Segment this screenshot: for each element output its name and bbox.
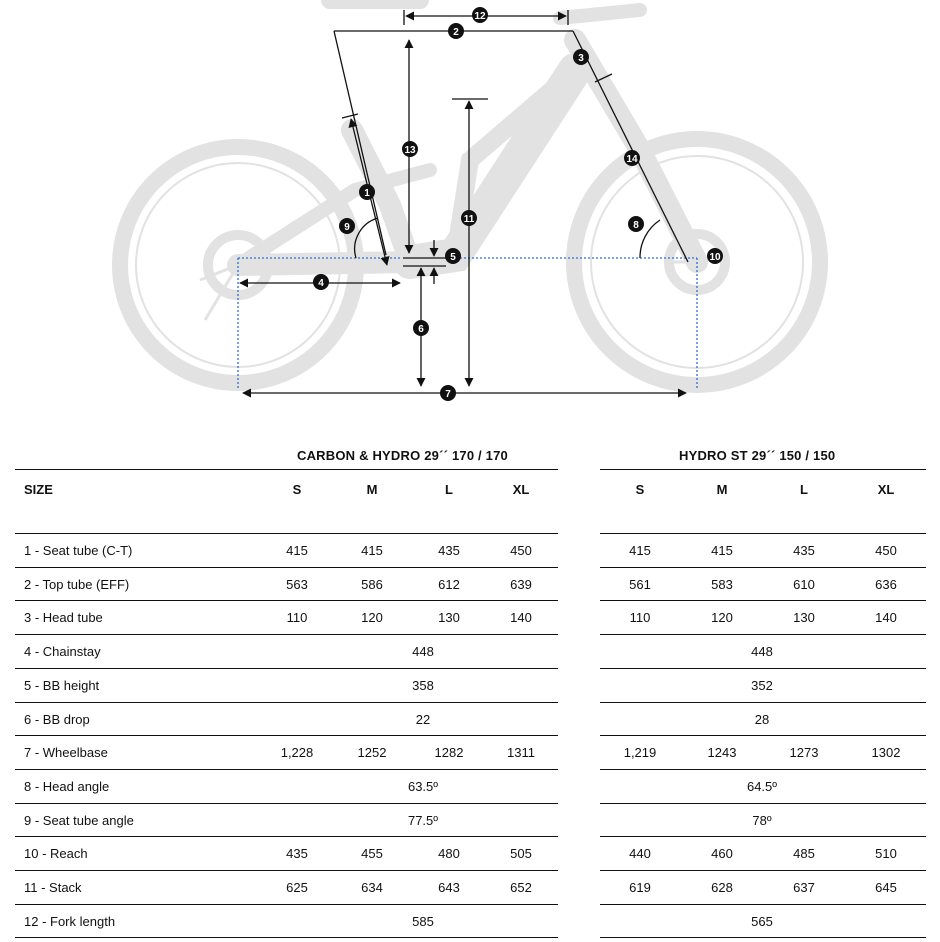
shared-value-cell: 565 — [751, 913, 773, 929]
size-value-cell: 140 — [875, 610, 897, 626]
size-m: M — [716, 482, 728, 497]
table-row — [600, 568, 926, 602]
row-label: 10 - Reach — [24, 846, 88, 862]
size-value-cell: 415 — [629, 543, 651, 558]
svg-text:13: 13 — [404, 145, 416, 156]
callout-14 — [624, 150, 640, 166]
size-value-cell: 583 — [711, 576, 733, 592]
callout-12 — [472, 7, 488, 23]
size-value-cell: 612 — [438, 576, 460, 592]
table-row — [600, 804, 926, 838]
callout-3 — [573, 49, 589, 65]
size-value-cell: 460 — [711, 846, 733, 862]
size-value-cell: 636 — [875, 576, 897, 592]
size-value-cell: 634 — [361, 880, 383, 895]
shared-value-cell: 585 — [412, 913, 434, 929]
size-value-cell: 110 — [629, 610, 651, 626]
row-label: 8 - Head angle — [24, 778, 110, 794]
shared-value-cell: 78º — [752, 812, 772, 828]
size-value-cell: 1,219 — [623, 745, 657, 761]
row-rule — [600, 937, 926, 938]
table-row — [15, 534, 558, 568]
shared-value-cell: 448 — [751, 644, 773, 660]
size-value-cell: 1273 — [789, 745, 819, 761]
size-value-cell: 586 — [361, 576, 383, 592]
size-xl: XL — [877, 482, 895, 497]
table-row — [15, 736, 558, 770]
size-value-cell: 1311 — [507, 745, 535, 761]
size-value-cell: 415 — [286, 543, 308, 558]
size-value-cell: 619 — [629, 880, 651, 895]
table-row — [600, 703, 926, 737]
callout-6 — [413, 320, 429, 336]
size-value-cell: 1252 — [357, 745, 387, 761]
table-row — [600, 736, 926, 770]
table-row — [15, 770, 558, 804]
row-label: 12 - Fork length — [24, 913, 116, 929]
callout-10 — [707, 248, 723, 264]
size-value-cell: 120 — [711, 610, 733, 626]
size-value-cell: 140 — [510, 610, 532, 626]
shared-value-cell: 358 — [412, 677, 434, 693]
size-s: S — [292, 482, 302, 497]
size-value-cell: 435 — [793, 543, 815, 558]
table-row — [600, 770, 926, 804]
size-value-cell: 637 — [793, 880, 815, 895]
size-value-cell: 561 — [629, 576, 651, 592]
svg-text:6: 6 — [418, 324, 424, 335]
table-row — [15, 871, 558, 905]
size-xl: XL — [512, 482, 530, 497]
size-value-cell: 435 — [286, 846, 308, 862]
size-value-cell: 485 — [793, 846, 815, 862]
svg-text:14: 14 — [626, 154, 638, 165]
size-m: M — [366, 482, 378, 497]
svg-text:2: 2 — [453, 27, 459, 38]
size-value-cell: 110 — [286, 610, 308, 626]
group-title-hydro-st: HYDRO ST 29´´ 150 / 150 — [679, 448, 836, 463]
table-row — [15, 905, 558, 939]
size-value-cell: 415 — [361, 543, 383, 558]
row-label: 6 - BB drop — [24, 711, 90, 727]
callout-7 — [440, 385, 456, 401]
shared-value-cell: 63.5º — [407, 778, 439, 794]
callout-1 — [359, 184, 375, 200]
svg-text:8: 8 — [633, 220, 639, 231]
svg-text:9: 9 — [344, 222, 350, 233]
table-row — [600, 635, 926, 669]
size-value-cell: 120 — [361, 610, 383, 626]
table-row — [600, 871, 926, 905]
svg-text:12: 12 — [474, 11, 486, 22]
size-header-row — [600, 440, 926, 497]
size-s: S — [635, 482, 645, 497]
table-row — [15, 669, 558, 703]
bike-silhouette — [120, 0, 820, 385]
size-value-cell: 1243 — [707, 745, 737, 761]
callout-4 — [313, 274, 329, 290]
size-value-cell: 645 — [875, 880, 897, 895]
svg-text:4: 4 — [318, 278, 324, 289]
size-value-cell: 440 — [629, 846, 651, 862]
table-row — [15, 568, 558, 602]
svg-text:3: 3 — [578, 53, 584, 64]
size-value-cell: 415 — [711, 543, 733, 558]
size-value-cell: 652 — [510, 880, 532, 895]
size-value-cell: 625 — [286, 880, 308, 895]
size-value-cell: 1282 — [434, 745, 464, 761]
table-row — [600, 669, 926, 703]
size-value-cell: 510 — [875, 846, 897, 862]
size-l: L — [800, 482, 808, 497]
size-value-cell: 1,228 — [280, 745, 314, 761]
row-label: 4 - Chainstay — [24, 644, 101, 660]
size-value-cell: 435 — [438, 543, 460, 558]
table-row — [15, 601, 558, 635]
callout-2 — [448, 23, 464, 39]
callout-13 — [402, 141, 418, 157]
geometry-diagram — [0, 0, 940, 420]
size-value-cell: 455 — [361, 846, 383, 862]
size-value-cell: 480 — [438, 846, 460, 862]
callout-8 — [628, 216, 644, 232]
callout-11 — [461, 210, 477, 226]
svg-text:11: 11 — [463, 214, 475, 225]
size-l: L — [445, 482, 453, 497]
size-value-cell: 450 — [875, 543, 897, 558]
size-value-cell: 130 — [793, 610, 815, 626]
table-row — [600, 534, 926, 568]
size-value-cell: 563 — [286, 576, 308, 592]
table-row — [15, 703, 558, 737]
svg-text:1: 1 — [364, 188, 370, 199]
shared-value-cell: 28 — [754, 711, 770, 727]
svg-text:10: 10 — [709, 252, 721, 263]
callout-9 — [339, 218, 355, 234]
row-rule — [15, 937, 558, 938]
table-row — [600, 905, 926, 939]
row-label: 11 - Stack — [24, 880, 82, 895]
size-header-label: SIZE — [24, 482, 53, 497]
shared-value-cell: 77.5º — [407, 812, 439, 828]
shared-value-cell: 352 — [751, 677, 773, 693]
svg-text:5: 5 — [450, 252, 456, 263]
table-row — [15, 804, 558, 838]
size-value-cell: 1302 — [871, 745, 901, 761]
shared-value-cell: 448 — [412, 644, 434, 660]
shared-value-cell: 64.5º — [746, 778, 778, 794]
size-value-cell: 450 — [510, 543, 532, 558]
table-row — [15, 837, 558, 871]
shared-value-cell: 22 — [415, 711, 431, 727]
row-label: 7 - Wheelbase — [24, 745, 108, 761]
row-label: 3 - Head tube — [24, 610, 103, 626]
row-label: 9 - Seat tube angle — [24, 812, 134, 828]
group-title-carbon-hydro: CARBON & HYDRO 29´´ 170 / 170 — [297, 448, 508, 463]
row-label: 1 - Seat tube (C-T) — [24, 543, 133, 558]
table-row — [15, 635, 558, 669]
callout-5 — [445, 248, 461, 264]
size-value-cell: 505 — [510, 846, 532, 862]
size-value-cell: 628 — [711, 880, 733, 895]
svg-text:7: 7 — [445, 389, 451, 400]
size-value-cell: 610 — [793, 576, 815, 592]
table-row — [600, 837, 926, 871]
size-value-cell: 643 — [438, 880, 460, 895]
size-value-cell: 639 — [510, 576, 532, 592]
size-value-cell: 130 — [438, 610, 460, 626]
table-row — [600, 601, 926, 635]
size-header-row — [15, 440, 558, 497]
row-label: 5 - BB height — [24, 677, 100, 693]
row-label: 2 - Top tube (EFF) — [24, 576, 130, 592]
